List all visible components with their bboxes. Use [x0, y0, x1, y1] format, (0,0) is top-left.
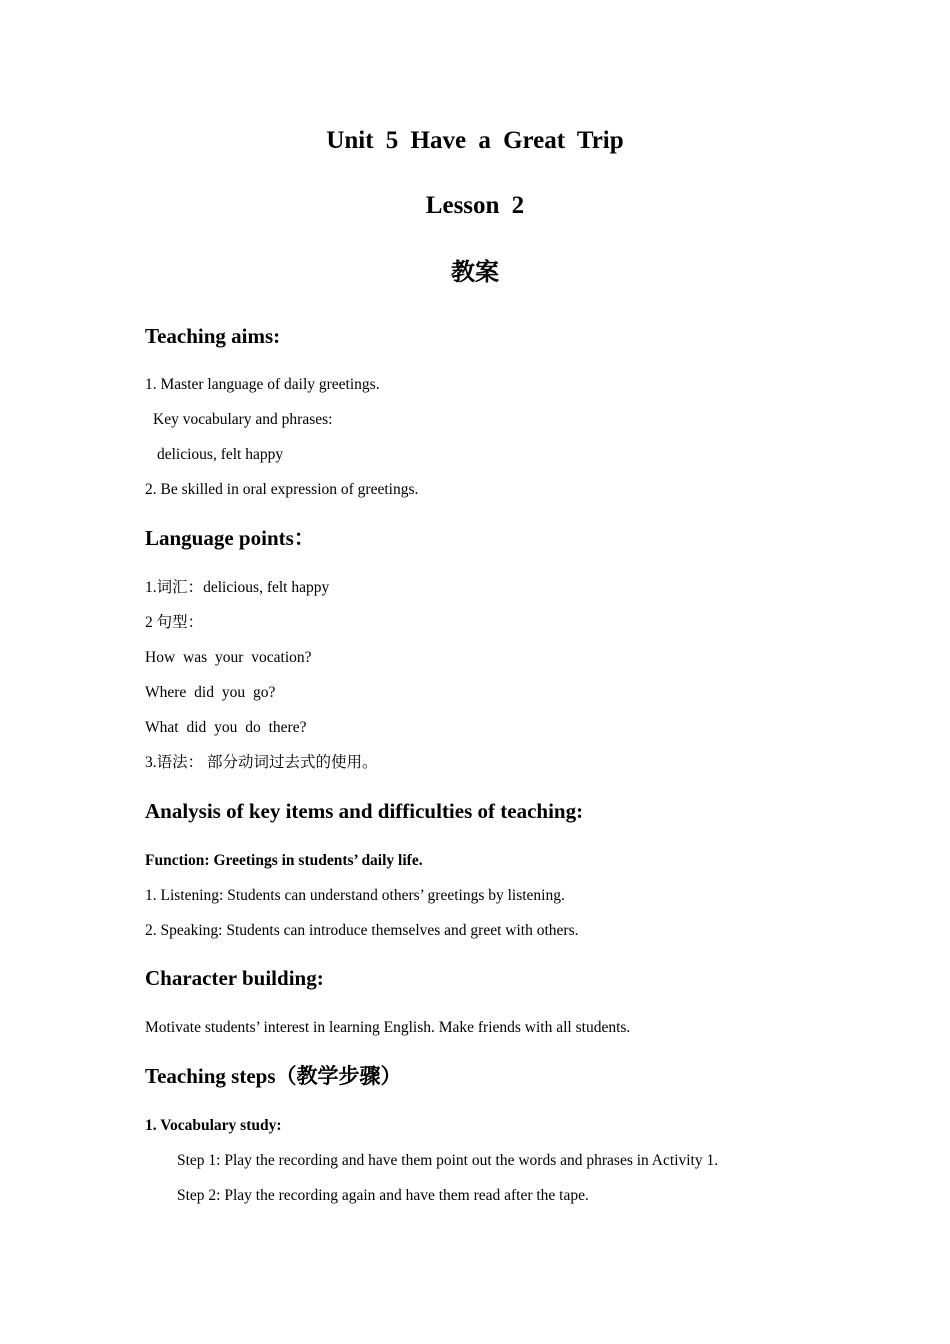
teaching-aim-line: Key vocabulary and phrases: [153, 411, 333, 428]
teaching-aim-line: 1. Master language of daily greetings. [145, 376, 380, 393]
analysis-heading: Analysis of key items and difficulties of teaching: [145, 799, 584, 823]
character-building-text: Motivate students’ interest in learning English. Make friends with all students. [145, 1019, 631, 1036]
teaching-aims-heading: Teaching aims: [145, 324, 281, 348]
language-point-line: How was your vocation? [145, 649, 312, 666]
lesson-title: Lesson 2 [425, 192, 525, 219]
language-point-line: Where did you go? [145, 684, 276, 701]
lesson-plan-subtitle: 教案 [451, 258, 499, 286]
analysis-line: 1. Listening: Students can understand others’ greetings by listening. [145, 887, 565, 904]
document-title: Unit 5 Have a Great Trip [326, 127, 624, 154]
vocabulary-study-heading: 1. Vocabulary study: [145, 1117, 282, 1134]
language-point-line: 3.语法： 部分动词过去式的使用。 [145, 754, 378, 771]
step-line: Step 1: Play the recording and have them point out the words and phrases in Activity 1. [177, 1152, 719, 1169]
language-point-line: What did you do there? [145, 719, 307, 736]
character-building-heading: Character building: [145, 966, 324, 990]
function-line: Function: Greetings in students’ daily life. [145, 852, 423, 869]
language-point-line: 1.词汇：delicious, felt happy [145, 579, 330, 596]
language-points-heading: Language points： [145, 526, 315, 550]
teaching-steps-heading: Teaching steps（教学步骤） [145, 1064, 402, 1088]
analysis-line: 2. Speaking: Students can introduce themselves and greet with others. [145, 922, 579, 939]
language-point-line: 2 句型： [145, 614, 204, 631]
teaching-aim-line: delicious, felt happy [157, 446, 284, 463]
teaching-aim-line: 2. Be skilled in oral expression of greetings. [145, 481, 419, 498]
step-line: Step 2: Play the recording again and have them read after the tape. [177, 1187, 589, 1204]
